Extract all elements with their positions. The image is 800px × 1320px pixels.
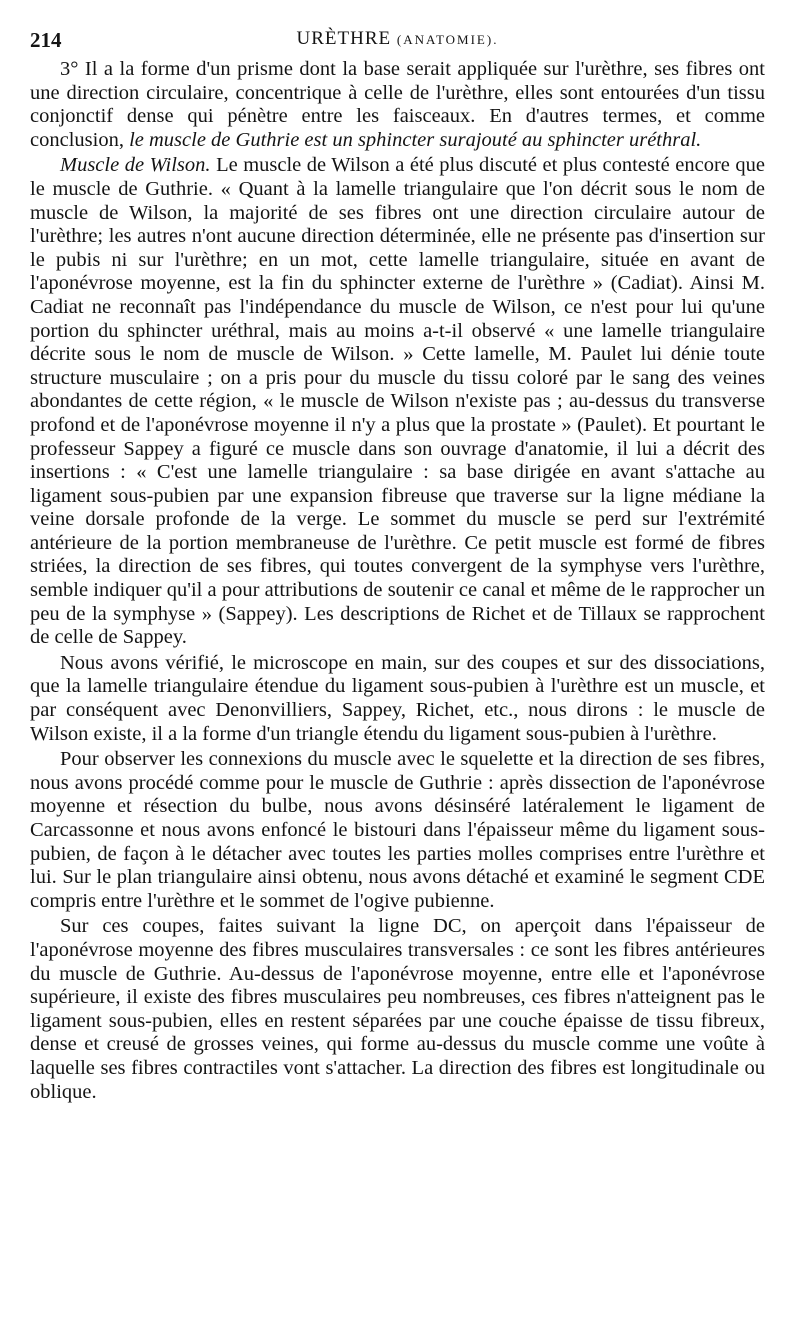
text-span: Pour observer les connexions du muscle avec le squelette et la direction de ses fibres, nous avons procédé comme pour le muscle de Guthrie : après dissection de l'aponévrose moyenne et résection du bulbe, nous avons désinséré latéralement le ligament de Carcassonne et nous avons enfoncé le bistouri dans l'épaisseur même du ligament sous-pubien, de façon à le détacher avec toutes les parties molles comprises entre l'urèthre et lui. Sur le plan triangulaire ainsi obtenu, nous avons détaché et examiné le segment CDE compris entre l'urèthre et le sommet de l'ogive pubienne. — [30, 748, 765, 912]
paragraph-sections — [30, 915, 765, 1104]
running-head-title: URÈTHRE — [296, 28, 392, 49]
page-header — [30, 26, 765, 58]
document-page — [30, 26, 765, 1296]
text-span: Sur ces coupes, faites suivant la ligne DC, on aperçoit dans l'épaisseur de l'aponévrose moyenne des fibres musculaires transversales : ce sont les fibres antérieures du muscle de Guthrie. Au-dessus de l'aponévrose moyenne, entre elle et l'aponévrose supérieure, il existe des fibres musculaires peu nombreuses, ces fibres n'atteignent pas le ligament sous-pubien, elles en restent séparées par une couche épaisse de tissu fibreux, dense et creusé de grosses veines, qui forme au-dessus du muscle comme une voûte à laquelle ses fibres contractiles vont s'attacher. La direction des fibres est longitudinale ou oblique. — [30, 915, 765, 1103]
running-head — [30, 28, 765, 50]
text-span: 3° Il a la forme d'un prisme dont la base serait appliquée sur l'urèthre, ses fibres ont une direction circulaire, concentrique à celle de l'urèthre, elles sont entourées d'un tissu conjonctif dense qui pénètre entre les faisceaux. En d'autres termes, et comme conclusion, — [30, 58, 765, 151]
paragraph-observation-method — [30, 748, 765, 913]
body-text — [30, 58, 765, 1104]
italic-conclusion: le muscle de Guthrie est un sphincter surajouté au sphincter uréthral. — [129, 128, 702, 151]
paragraph-guthrie-conclusion — [30, 58, 765, 152]
text-span: Le muscle de Wilson a été plus discuté et plus contesté encore que le muscle de Guthrie. « Quant à la lamelle triangulaire que l'on décrit sous le nom de muscle de Wilson, la majorité de ses fibres ont une direction circulaire autour de l'urèthre; les autres n'ont aucune direction déterminée, elle ne présente pas d'insertion sur le pubis ni sur l'urèthre; en un mot, cette lamelle triangulaire, située en avant de l'aponévrose moyenne, est la fin du sphincter externe de l'urèthre » (Cadiat). Ainsi M. Cadiat ne reconnaît pas l'indépendance du muscle de Wilson, ce n'est pour lui qu'une portion du sphincter uréthral, mais au moins a-t-il observé « une lamelle triangulaire décrite sous le nom de muscle de Wilson. » Cette lamelle, M. Paulet lui dénie toute structure musculaire ; on a pris pour du muscle du tissu coloré par le sang des veines abondantes de cette région, « le muscle de Wilson n'existe pas ; au-dessus du transverse profond et de l'aponévrose moyenne il n'y a plus que la prostate » (Paulet). Et pourtant le professeur Sappey a figuré ce muscle dans son ouvrage d'anatomie, il lui a décrit des insertions : « C'est une lamelle triangulaire : sa base dirigée en avant s'attache au ligament sous-pubien par une expansion fibreuse que traverse sur la ligne médiane la veine dorsale profonde de la verge. Le sommet du muscle se perd sur l'extrémité antérieure de la portion membraneuse de l'urèthre. Ce petit muscle est formé de fibres striées, la direction de ses fibres, qui toutes convergent de la symphyse vers l'urèthre, semble indiquer qu'il a pour attributions de soutenir ce canal et même de le rapprocher un peu de la symphyse » (Sappey). Les descriptions de Richet et de Tillaux se rapprochent de celle de Sappey. — [30, 154, 765, 649]
running-head-subtitle: (ANATOMIE). — [396, 32, 499, 47]
page-number: 214 — [30, 28, 62, 52]
paragraph-wilson-muscle — [30, 154, 765, 649]
section-heading-wilson: Muscle de Wilson. — [60, 154, 211, 177]
text-span: Nous avons vérifié, le microscope en main, sur des coupes et sur des dissociations, que la lamelle triangulaire étendue du ligament sous-pubien à l'urèthre est un muscle, et par conséquent avec Denonvilliers, Sappey, Richet, etc., nous dirons : le muscle de Wilson existe, il a la forme d'un triangle étendu du ligament sous-pubien à l'urèthre. — [30, 651, 765, 745]
paragraph-verification — [30, 652, 765, 746]
